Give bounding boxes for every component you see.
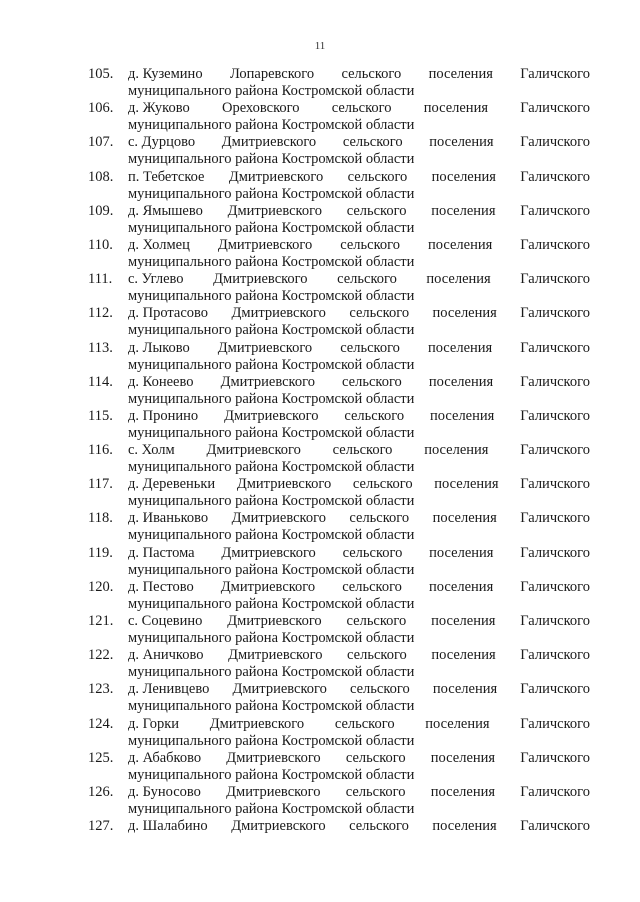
item-text xyxy=(128,545,590,579)
item-word: Галичского xyxy=(520,544,590,561)
item-text-line-1 xyxy=(128,237,590,254)
item-word: Дмитриевского xyxy=(227,202,322,219)
item-number: 106. xyxy=(88,100,114,117)
item-word: Галичского xyxy=(520,407,590,424)
item-word: поселения xyxy=(432,305,497,322)
item-text-line-2: муниципального района Костромской области xyxy=(128,698,415,715)
item-word: сельского xyxy=(342,578,402,595)
item-number: 111. xyxy=(88,271,113,288)
item-word: Галичского xyxy=(520,818,590,835)
item-text xyxy=(128,510,590,544)
page-number: 11 xyxy=(314,40,326,52)
item-word: сельского xyxy=(346,202,407,219)
item-word: Ореховского xyxy=(221,100,300,117)
list-item xyxy=(88,784,590,818)
item-text xyxy=(128,134,590,168)
item-word: Галичского xyxy=(520,305,590,322)
item-text-line-2: муниципального района Костромской области xyxy=(128,356,415,373)
list-item xyxy=(88,271,590,305)
item-text xyxy=(128,340,590,374)
item-text-line-1 xyxy=(128,169,590,186)
item-word: сельского xyxy=(349,818,409,835)
item-word: сельского xyxy=(346,613,407,629)
item-word: д. Буносово xyxy=(128,783,201,800)
item-text-line-1 xyxy=(128,340,590,357)
item-text-line-1 xyxy=(128,134,590,151)
list-item xyxy=(88,66,590,100)
item-word: Дмитриевского xyxy=(206,442,301,459)
item-word: сельского xyxy=(347,168,408,185)
item-word: с. Соцевино xyxy=(128,613,203,629)
item-word: Галичского xyxy=(520,100,590,117)
item-word: д. Конеево xyxy=(128,373,194,390)
item-text-line-2: муниципального района Костромской области xyxy=(128,424,415,441)
item-text xyxy=(128,203,590,237)
list-item xyxy=(88,818,590,852)
item-word: Галичского xyxy=(520,442,590,459)
item-word: Дмитриевского xyxy=(213,271,308,288)
item-word: сельского xyxy=(332,442,393,459)
item-text xyxy=(128,305,590,339)
item-text-line-2: муниципального района Костромской области xyxy=(128,390,415,407)
item-text-line-1 xyxy=(128,716,590,733)
item-word: Галичского xyxy=(520,749,590,766)
item-word: Галичского xyxy=(520,715,590,732)
item-number: 126. xyxy=(88,783,114,800)
item-word: д. Протасово xyxy=(128,305,209,322)
list-item xyxy=(88,340,590,374)
item-word: сельского xyxy=(334,715,395,732)
item-word: Галичского xyxy=(520,613,590,629)
item-word: д. Шалабино xyxy=(128,818,208,835)
item-word: Галичского xyxy=(520,168,590,185)
item-word: сельского xyxy=(342,544,403,561)
item-word: сельского xyxy=(344,407,405,424)
list-item xyxy=(88,237,590,271)
item-word: д. Ямышево xyxy=(128,202,203,219)
item-text-line-2: муниципального района Костромской области xyxy=(128,800,415,817)
list-item xyxy=(88,750,590,784)
item-word: поселения xyxy=(426,271,491,288)
item-word: с. Углево xyxy=(128,271,184,288)
item-number: 121. xyxy=(88,613,114,629)
item-word: поселения xyxy=(428,66,493,82)
item-text xyxy=(128,613,590,647)
item-text-line-2: муниципального района Костромской области xyxy=(128,561,415,578)
item-text xyxy=(128,681,590,715)
item-word: поселения xyxy=(430,749,496,766)
item-word: Дмитриевского xyxy=(221,134,317,151)
item-text-line-2: муниципального района Костромской области xyxy=(128,83,415,99)
item-word: сельского xyxy=(352,476,413,493)
item-number: 125. xyxy=(88,749,114,766)
item-number: 110. xyxy=(88,236,113,253)
item-word: д. Куземино xyxy=(128,66,203,82)
item-word: Галичского xyxy=(520,647,590,664)
item-word: Дмитриевского xyxy=(217,236,313,253)
item-text xyxy=(128,818,590,852)
item-number: 122. xyxy=(88,647,114,664)
item-word: с. Холм xyxy=(128,442,175,459)
item-number: 108. xyxy=(88,168,114,185)
item-word: Дмитриевского xyxy=(231,305,326,322)
item-text xyxy=(128,100,590,134)
item-word: поселения xyxy=(430,407,495,424)
item-word: поселения xyxy=(431,647,496,664)
item-word: д. Деревеньки xyxy=(128,476,216,493)
item-word: Дмитриевского xyxy=(209,715,305,732)
item-word: Дмитриевского xyxy=(224,407,319,424)
item-number: 124. xyxy=(88,715,114,732)
item-word: Галичского xyxy=(520,373,590,390)
item-word: Дмитриевского xyxy=(232,681,327,698)
item-text xyxy=(128,66,590,100)
item-number: 113. xyxy=(88,339,113,356)
item-number: 115. xyxy=(88,407,113,424)
item-text-line-1 xyxy=(128,750,590,767)
item-word: поселения xyxy=(423,100,488,117)
list-item xyxy=(88,374,590,408)
list-item xyxy=(88,545,590,579)
item-word: поселения xyxy=(431,202,496,219)
item-text xyxy=(128,237,590,271)
item-text-line-2: муниципального района Костромской области xyxy=(128,219,415,236)
list-item xyxy=(88,169,590,203)
item-text-line-1 xyxy=(128,681,590,698)
item-word: д. Холмец xyxy=(128,236,190,253)
item-word: Галичского xyxy=(520,202,590,219)
item-text-line-2: муниципального района Костромской области xyxy=(128,630,415,646)
item-text-line-2: муниципального района Костромской области xyxy=(128,664,415,681)
list-item xyxy=(88,203,590,237)
list-item xyxy=(88,305,590,339)
item-word: поселения xyxy=(431,613,496,629)
item-word: сельского xyxy=(331,100,392,117)
item-word: сельского xyxy=(350,681,410,698)
item-text-line-2: муниципального района Костромской области xyxy=(128,288,415,305)
item-word: д. Иваньково xyxy=(128,510,209,527)
item-text-line-2: муниципального района Костромской области xyxy=(128,253,415,270)
item-word: д. Пестово xyxy=(128,578,194,595)
item-text xyxy=(128,476,590,510)
item-text xyxy=(128,579,590,613)
list-item xyxy=(88,716,590,750)
item-word: д. Ленивцево xyxy=(128,681,210,698)
item-word: сельского xyxy=(342,373,402,390)
item-text-line-1 xyxy=(128,203,590,220)
item-word: с. Дурцово xyxy=(128,134,196,151)
item-text xyxy=(128,750,590,784)
item-word: Дмитриевского xyxy=(228,168,324,185)
item-word: п. Тебетское xyxy=(128,168,205,185)
item-word: поселения xyxy=(428,373,494,390)
list-item xyxy=(88,510,590,544)
item-word: Дмитриевского xyxy=(227,613,322,629)
item-word: Галичского xyxy=(520,66,590,82)
item-word: Галичского xyxy=(520,271,590,288)
item-word: поселения xyxy=(432,510,497,527)
item-word: Дмитриевского xyxy=(217,339,313,356)
item-word: Дмитриевского xyxy=(236,476,332,493)
item-text-line-1 xyxy=(128,613,590,630)
item-number: 105. xyxy=(88,66,114,82)
item-word: поселения xyxy=(427,339,493,356)
item-number: 112. xyxy=(88,305,113,322)
item-text-line-1 xyxy=(128,408,590,425)
item-number: 117. xyxy=(88,476,113,493)
item-word: поселения xyxy=(424,442,489,459)
item-text-line-1 xyxy=(128,545,590,562)
item-word: сельского xyxy=(340,339,400,356)
item-word: поселения xyxy=(434,476,499,493)
list-item xyxy=(88,134,590,168)
item-word: Дмитриевского xyxy=(220,373,315,390)
list-item xyxy=(88,408,590,442)
item-word: Дмитриевского xyxy=(226,749,321,766)
item-word: Дмитриевского xyxy=(231,510,326,527)
item-text xyxy=(128,647,590,681)
item-word: сельского xyxy=(347,647,407,664)
item-word: Галичского xyxy=(520,476,590,493)
item-text-line-2: муниципального района Костромской области xyxy=(128,185,415,202)
item-word: д. Пастома xyxy=(128,544,195,561)
list-item xyxy=(88,613,590,647)
item-text-line-1 xyxy=(128,271,590,288)
item-word: поселения xyxy=(427,236,493,253)
list-item xyxy=(88,579,590,613)
item-text-line-2: муниципального района Костромской области xyxy=(128,459,415,476)
item-word: сельского xyxy=(349,305,410,322)
item-text-line-1 xyxy=(128,476,590,493)
item-number: 119. xyxy=(88,544,113,561)
item-word: сельского xyxy=(341,66,402,82)
item-word: Галичского xyxy=(520,134,590,151)
list-item xyxy=(88,442,590,476)
item-word: д. Жуково xyxy=(128,100,190,117)
item-word: поселения xyxy=(429,544,494,561)
item-text-line-1 xyxy=(128,647,590,664)
list-item xyxy=(88,100,590,134)
item-word: Дмитриевского xyxy=(226,783,321,800)
item-text xyxy=(128,442,590,476)
item-word: Галичского xyxy=(520,578,590,595)
item-text xyxy=(128,169,590,203)
item-text xyxy=(128,716,590,750)
item-text-line-2: муниципального района Костромской области xyxy=(128,493,415,510)
item-number: 107. xyxy=(88,134,114,151)
item-word: Дмитриевского xyxy=(231,818,326,835)
item-text-line-1 xyxy=(128,579,590,596)
item-word: сельского xyxy=(345,783,406,800)
item-text-line-2: муниципального района Костромской области xyxy=(128,766,415,783)
item-number: 120. xyxy=(88,578,114,595)
item-word: Галичского xyxy=(520,510,590,527)
item-text-line-1 xyxy=(128,442,590,459)
item-word: поселения xyxy=(429,134,494,151)
item-word: сельского xyxy=(340,236,400,253)
item-text-line-1 xyxy=(128,66,590,83)
item-text-line-2: муниципального района Костромской области xyxy=(128,732,415,749)
item-word: Дмитриевского xyxy=(220,578,316,595)
item-word: поселения xyxy=(425,715,490,732)
item-text-line-1 xyxy=(128,374,590,391)
item-number: 116. xyxy=(88,442,113,459)
item-text-line-2: муниципального района Костромской области xyxy=(128,151,415,168)
item-number: 114. xyxy=(88,373,113,390)
item-word: поселения xyxy=(428,578,494,595)
item-text-line-2: муниципального района Костромской области xyxy=(128,322,415,339)
item-text xyxy=(128,408,590,442)
item-text-line-1 xyxy=(128,100,590,117)
item-number: 123. xyxy=(88,681,114,698)
item-word: поселения xyxy=(432,818,497,835)
item-word: поселения xyxy=(430,783,496,800)
item-word: сельского xyxy=(342,134,403,151)
item-number: 118. xyxy=(88,510,113,527)
settlement-list xyxy=(88,66,590,852)
item-word: сельского xyxy=(345,749,406,766)
item-word: д. Пронино xyxy=(128,407,199,424)
item-text-line-1 xyxy=(128,784,590,801)
item-word: Дмитриевского xyxy=(228,647,323,664)
list-item xyxy=(88,476,590,510)
item-word: Галичского xyxy=(520,681,590,698)
item-word: Галичского xyxy=(520,236,590,253)
item-text-line-1 xyxy=(128,510,590,527)
item-word: д. Аничково xyxy=(128,647,204,664)
item-word: поселения xyxy=(431,168,496,185)
item-word: Лопаревского xyxy=(229,66,315,82)
list-item xyxy=(88,681,590,715)
item-word: д. Горки xyxy=(128,715,180,732)
item-word: сельского xyxy=(349,510,410,527)
item-text xyxy=(128,784,590,818)
item-text-line-2: муниципального района Костромской области xyxy=(128,595,415,612)
item-text-line-2: муниципального района Костромской области xyxy=(128,117,415,134)
item-word: поселения xyxy=(432,681,498,698)
item-text-line-1 xyxy=(128,818,590,835)
item-text-line-1 xyxy=(128,305,590,322)
item-number: 109. xyxy=(88,202,114,219)
item-number: 127. xyxy=(88,818,114,835)
item-word: д. Абабково xyxy=(128,749,202,766)
item-word: Галичского xyxy=(520,783,590,800)
item-text xyxy=(128,374,590,408)
item-text xyxy=(128,271,590,305)
item-word: Дмитриевского xyxy=(221,544,316,561)
list-item xyxy=(88,647,590,681)
item-text-line-2: муниципального района Костромской области xyxy=(128,527,415,544)
item-word: сельского xyxy=(337,271,397,288)
item-word: д. Лыково xyxy=(128,339,190,356)
item-word: Галичского xyxy=(520,339,590,356)
